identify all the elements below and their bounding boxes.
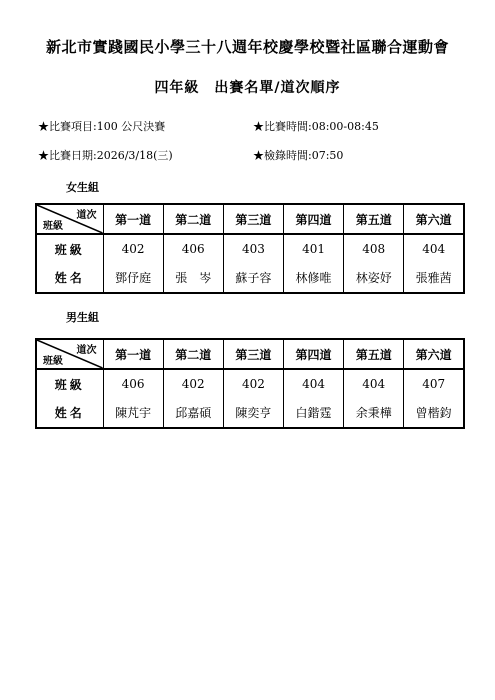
- corner-class-label: 班級: [43, 356, 63, 367]
- corner-lane-label: 道次: [76, 210, 97, 221]
- table-row: [36, 263, 464, 293]
- class-cell: 402: [163, 369, 223, 398]
- girls-group-label: 女生組: [66, 181, 99, 194]
- table-corner-cell: [36, 339, 103, 369]
- corner-class-label: 班級: [43, 221, 63, 232]
- lane-header: 第一道: [103, 204, 163, 234]
- table-header-row: [36, 339, 464, 369]
- name-cell: 張 岑: [163, 263, 223, 293]
- page-title: 新北市實踐國民小學三十八週年校慶學校暨社區聯合運動會: [45, 38, 449, 56]
- time-info: ★比賽時間:08:00-08:45: [253, 120, 379, 133]
- name-cell: 邱嘉碩: [163, 398, 223, 428]
- class-cell: 402: [223, 369, 283, 398]
- class-cell: 403: [223, 234, 283, 263]
- name-cell: 林姿妤: [344, 263, 404, 293]
- class-cell: 408: [344, 234, 404, 263]
- name-cell: 陳奕亨: [223, 398, 283, 428]
- lane-header: 第六道: [404, 339, 464, 369]
- class-cell: 404: [283, 369, 343, 398]
- lane-header: 第四道: [283, 339, 343, 369]
- page-subtitle: 四年級 出賽名單/道次順序: [154, 80, 341, 96]
- class-cell: 407: [404, 369, 464, 398]
- name-cell: 張雅茜: [404, 263, 464, 293]
- table-row: [36, 398, 464, 428]
- name-cell: 余秉樺: [344, 398, 404, 428]
- name-row-label: 姓名: [36, 263, 103, 293]
- class-row-label: 班級: [36, 369, 103, 398]
- lane-header: 第五道: [344, 204, 404, 234]
- table-row: [36, 369, 464, 398]
- name-cell: 白鍇霆: [283, 398, 343, 428]
- lane-header: 第五道: [344, 339, 404, 369]
- class-cell: 406: [103, 369, 163, 398]
- lane-header: 第四道: [283, 204, 343, 234]
- name-cell: 林修唯: [283, 263, 343, 293]
- name-cell: 曾楷鈞: [404, 398, 464, 428]
- table-corner-cell: [36, 204, 103, 234]
- lane-header: 第三道: [223, 204, 283, 234]
- class-cell: 404: [344, 369, 404, 398]
- class-cell: 402: [103, 234, 163, 263]
- class-row-label: 班級: [36, 234, 103, 263]
- name-cell: 鄧伃庭: [103, 263, 163, 293]
- name-cell: 陳芃宇: [103, 398, 163, 428]
- name-row-label: 姓名: [36, 398, 103, 428]
- boys-group-label: 男生組: [66, 311, 99, 324]
- lane-header: 第二道: [163, 339, 223, 369]
- girls-lane-table: [35, 203, 465, 294]
- class-cell: 404: [404, 234, 464, 263]
- date-info: ★比賽日期:2026/3/18(三): [38, 149, 173, 162]
- lane-header: 第二道: [163, 204, 223, 234]
- lane-header: 第三道: [223, 339, 283, 369]
- table-row: [36, 234, 464, 263]
- checkin-info: ★檢錄時間:07:50: [253, 149, 344, 162]
- lane-header: 第六道: [404, 204, 464, 234]
- lane-header: 第一道: [103, 339, 163, 369]
- table-header-row: [36, 204, 464, 234]
- corner-lane-label: 道次: [76, 345, 97, 356]
- name-cell: 蘇子容: [223, 263, 283, 293]
- event-info: ★比賽項目:100 公尺決賽: [38, 120, 166, 133]
- boys-lane-table: [35, 338, 465, 429]
- class-cell: 406: [163, 234, 223, 263]
- class-cell: 401: [283, 234, 343, 263]
